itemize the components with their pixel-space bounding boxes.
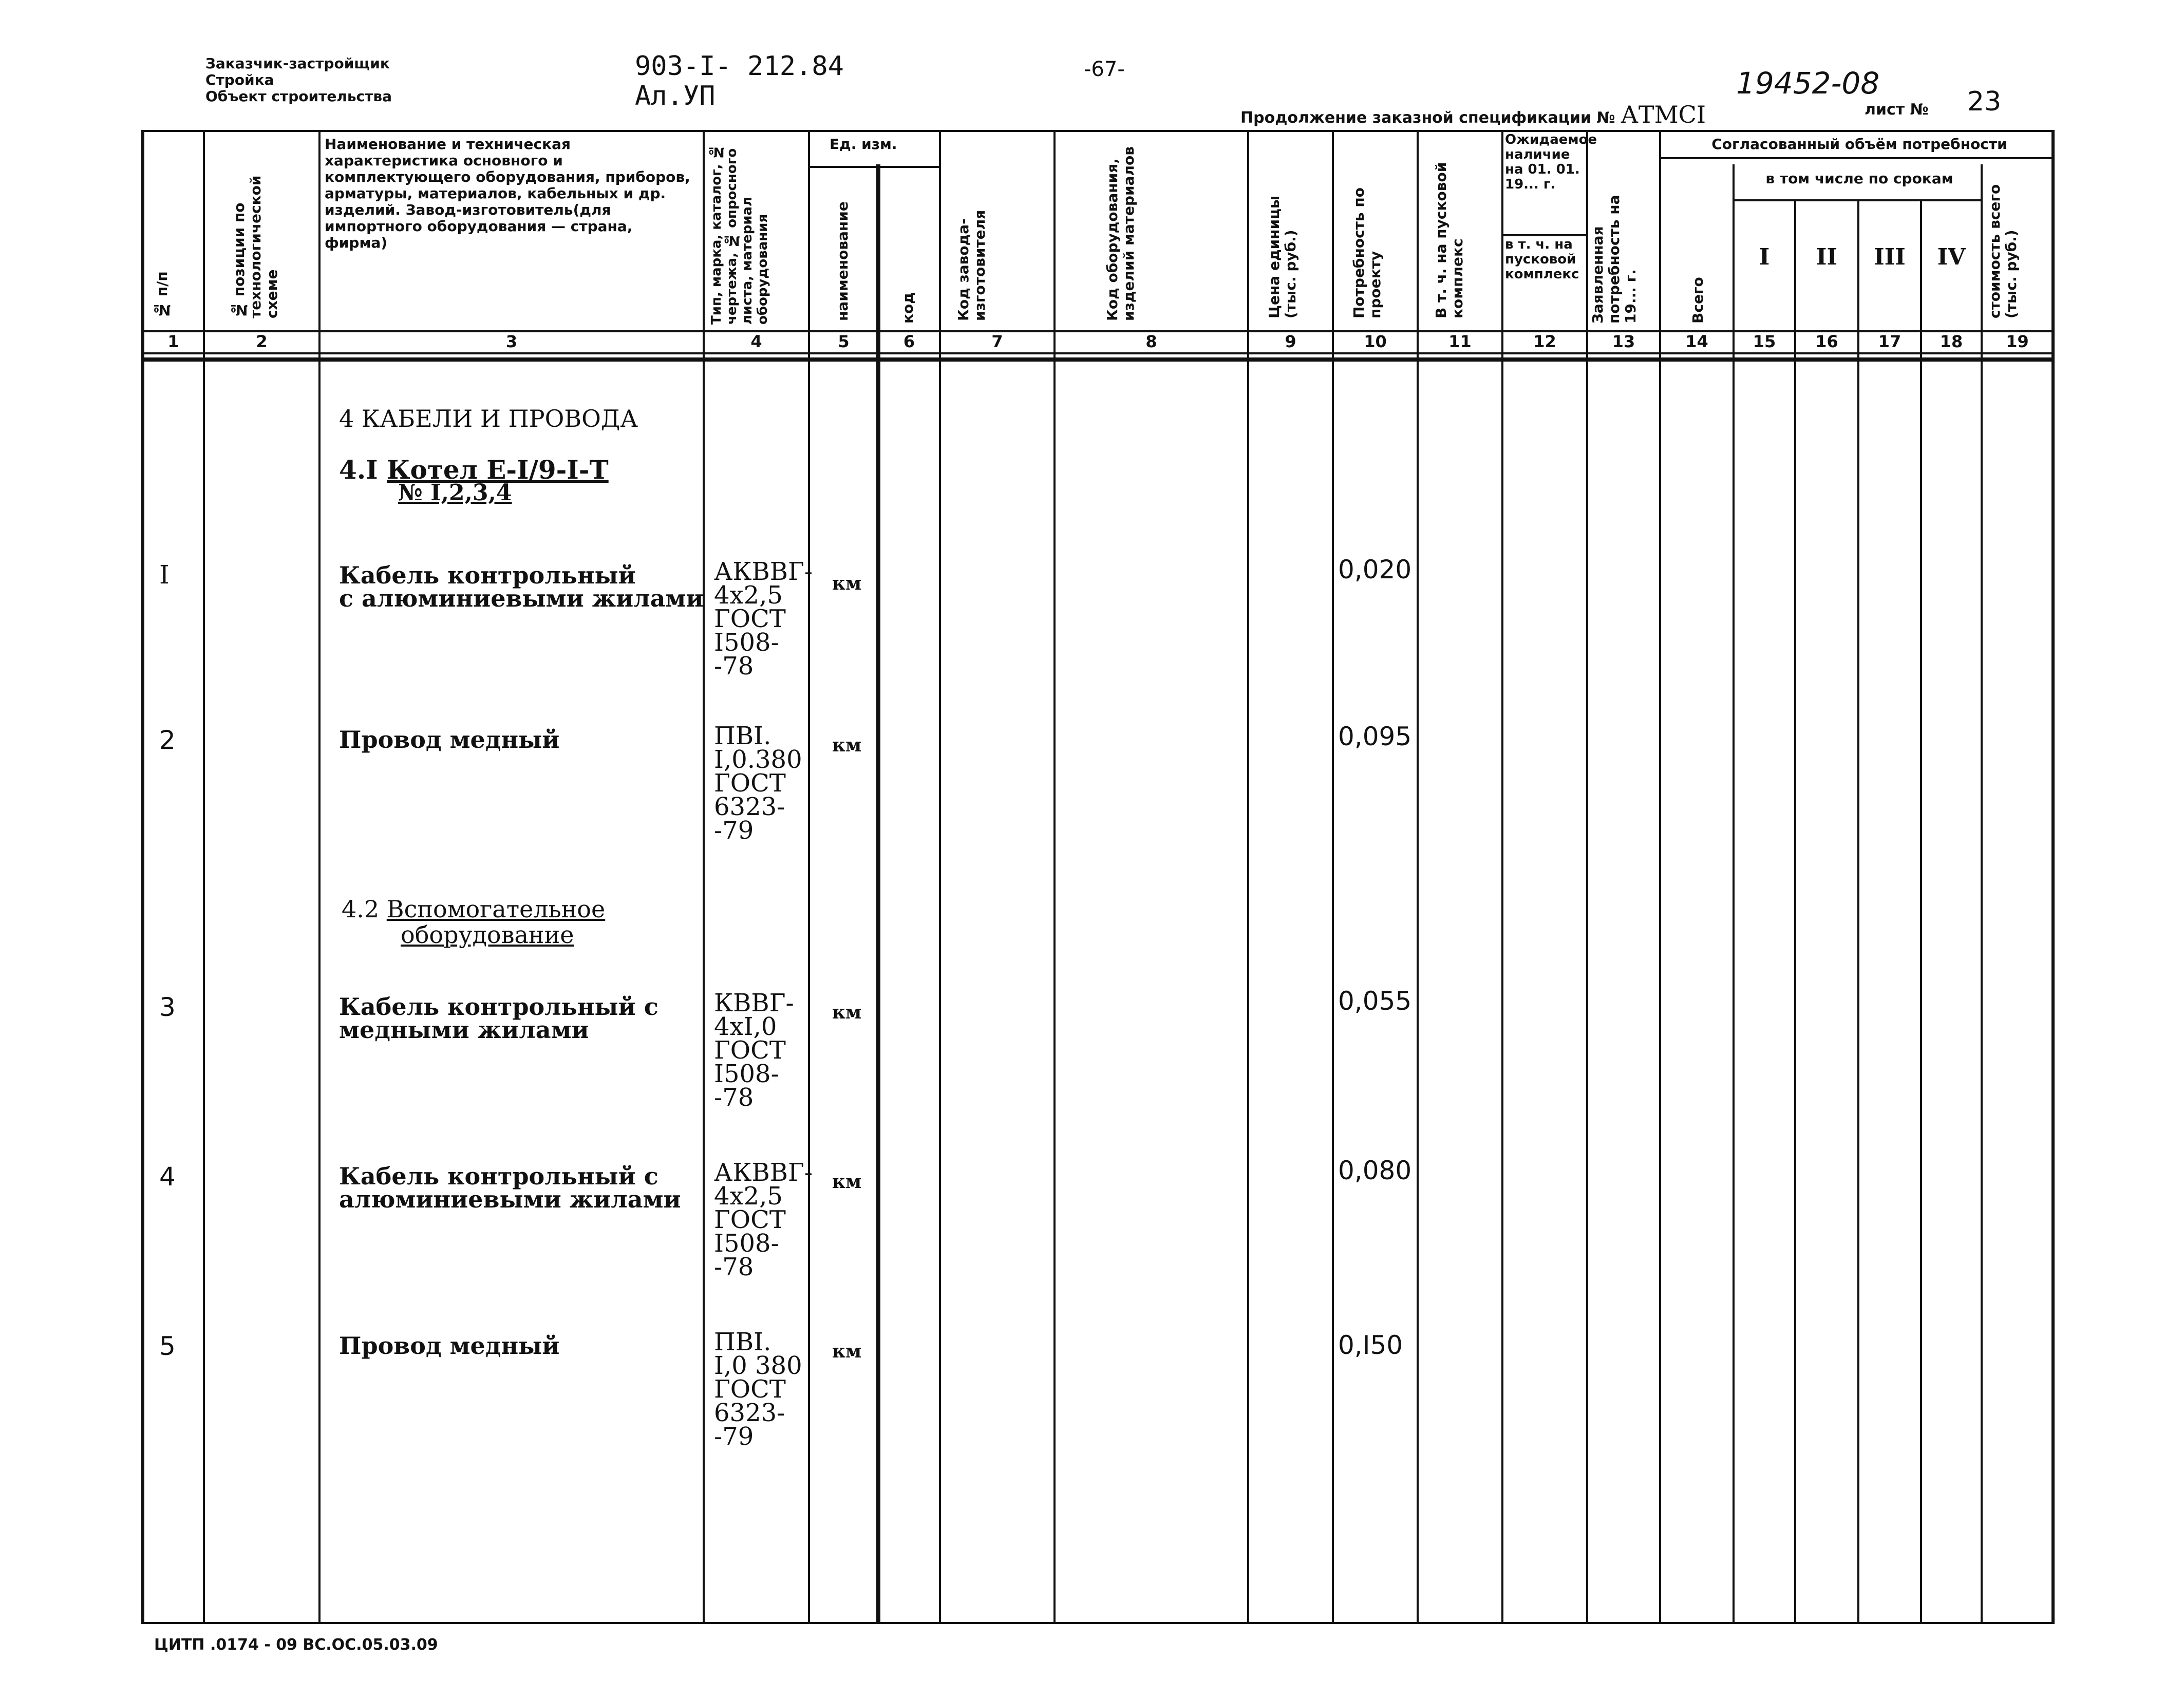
col9-header: Цена единицы (тыс. руб.): [1266, 195, 1299, 318]
colnum-8: 8: [1145, 332, 1157, 351]
col2-header: № позиции по технологической схеме: [231, 175, 280, 318]
row-5-type: [714, 1328, 802, 1451]
row-5-type-line: ПВI.: [714, 1328, 771, 1356]
spec-code: АТМСI: [1621, 101, 1706, 128]
section-4-1-number: 4.I: [339, 455, 378, 485]
row-3-unit: км: [832, 1002, 862, 1023]
row-4-type: [714, 1158, 813, 1281]
colnum-10: 10: [1364, 332, 1387, 351]
col10-header: Потребность по проекту: [1350, 187, 1384, 318]
col5-header: наименование: [834, 201, 851, 321]
colnum-7: 7: [991, 332, 1003, 351]
row-2-quantity: 0,095: [1338, 722, 1412, 751]
col14-header: Всего: [1689, 277, 1706, 324]
footer-code: ЦИТП .0174 - 09 ВС.ОС.05.03.09: [154, 1636, 438, 1654]
colnum-13: 13: [1612, 332, 1635, 351]
colnum-16: 16: [1815, 332, 1838, 351]
sheet-label: лист №: [1865, 101, 1929, 119]
row-5-type-line: I,0 380: [714, 1351, 802, 1380]
section-4-2-heading: [342, 896, 605, 922]
row-2-name-1: Провод медный: [339, 726, 560, 753]
row-4-type-line: АКВВГ-: [714, 1158, 813, 1187]
colnum-12: 12: [1533, 332, 1556, 351]
agreed-group-header: Согласованный объём потребности: [1711, 136, 2007, 153]
row-1-name-1: Кабель контрольный: [339, 561, 636, 589]
section-4-2-title-1: Вспомогательное: [386, 895, 606, 923]
col3-header: Наименование и техническая характеристика основного и комплектующего оборудования, приборов, арматуры, материалов, кабельных и др. изделий. Завод-изготовитель(для импортного оборудования — страна, фирма): [325, 136, 690, 251]
row-4-type-line: ГОСТ: [714, 1205, 786, 1234]
section-4-1-subtitle: № I,2,3,4: [398, 480, 512, 506]
col13-header: Заявленная потребность на 19... г.: [1589, 195, 1639, 324]
row-1-type-line: ГОСТ: [714, 605, 786, 633]
site-label: Стройка: [205, 71, 274, 88]
colnum-3: 3: [505, 332, 518, 351]
section-4-1-heading: [339, 457, 609, 483]
col17-header: III: [1874, 244, 1906, 270]
row-2-type-line: 6323-: [714, 793, 785, 821]
row-2-type-line: I,0.380: [714, 745, 802, 774]
row-2-number: 2: [159, 725, 176, 755]
row-4-name-2: алюминиевыми жилами: [339, 1185, 681, 1213]
section-4-1-title: Котел Е-I/9-I-Т: [387, 455, 609, 485]
row-5-type-line: -79: [714, 1422, 754, 1451]
col4-header: Тип, марка, каталог, № чертежа, № опросного листа, материал оборудования: [709, 144, 770, 325]
colnum-19: 19: [2006, 332, 2029, 351]
colnum-11: 11: [1448, 332, 1472, 351]
sheet-number: 23: [1967, 86, 2002, 117]
row-1-name-2: с алюминиевыми жилами: [339, 584, 704, 612]
colnum-5: 5: [838, 332, 850, 351]
row-4-type-line: -78: [714, 1253, 754, 1281]
row-2-unit: км: [832, 734, 862, 756]
album-code: Ал.УП: [635, 81, 716, 111]
col7-header: Код завода-изготовителя: [955, 210, 988, 321]
col12a-header: Ожидаемое наличие на 01. 01. 19... г.: [1505, 132, 1597, 192]
row-5-type-line: 6323-: [714, 1399, 785, 1427]
row-5-unit: км: [832, 1341, 862, 1362]
row-3-quantity: 0,055: [1338, 986, 1412, 1016]
row-2-type-line: ПВI.: [714, 722, 771, 750]
row-4-type-line: I508-: [714, 1229, 779, 1258]
row-3-number: 3: [159, 992, 176, 1022]
row-2-type-line: ГОСТ: [714, 769, 786, 798]
row-1-number: I: [159, 560, 170, 590]
col1-header: № п/п: [154, 271, 171, 318]
col19-header: стоимость всего (тыс. руб.): [1986, 184, 2020, 318]
row-3-type-line: 4хI,0: [714, 1012, 777, 1041]
row-4-number: 4: [159, 1162, 176, 1192]
row-5-type-line: ГОСТ: [714, 1375, 786, 1404]
row-5-number: 5: [159, 1331, 176, 1361]
row-4-name-1: Кабель контрольный с: [339, 1162, 658, 1190]
row-3-name-1: Кабель контрольный с: [339, 993, 658, 1021]
colnum-4: 4: [750, 332, 762, 351]
object-label: Объект строительства: [205, 88, 392, 105]
colnum-17: 17: [1878, 332, 1901, 351]
continuation-label: Продолжение заказной спецификации №: [1240, 109, 1615, 127]
colnum-9: 9: [1285, 332, 1296, 351]
colnum-1: 1: [167, 332, 179, 351]
row-3-type: [714, 989, 794, 1112]
col6-header: код: [899, 292, 916, 324]
col12b-header: в т. ч. на пусковой комплекс: [1505, 237, 1579, 282]
row-1-type-line: -78: [714, 652, 754, 681]
row-3-type-line: КВВГ-: [714, 989, 794, 1017]
section-4-title: 4 КАБЕЛИ И ПРОВОДА: [339, 405, 638, 432]
row-1-type: [714, 557, 813, 681]
section-4-2-title-2: оборудование: [401, 921, 574, 949]
section-4-2-number: 4.2: [342, 895, 380, 923]
page-number: -67-: [1084, 58, 1125, 81]
unit-group-header: Ед. изм.: [830, 136, 897, 153]
col15-header: I: [1759, 244, 1770, 270]
row-1-type-line: I508-: [714, 628, 779, 657]
colnum-15: 15: [1753, 332, 1776, 351]
col8-header: Код оборудования, изделий материалов: [1104, 146, 1137, 321]
registration-number: 19452-08: [1736, 66, 1880, 101]
row-3-type-line: -78: [714, 1083, 754, 1112]
colnum-6: 6: [903, 332, 915, 351]
colnum-2: 2: [256, 332, 268, 351]
row-2-type: [714, 722, 802, 845]
row-3-type-line: ГОСТ: [714, 1036, 786, 1065]
row-4-quantity: 0,080: [1338, 1156, 1412, 1185]
row-3-name-2: медными жилами: [339, 1016, 589, 1044]
row-4-type-line: 4х2,5: [714, 1182, 783, 1211]
terms-group-header: в том числе по срокам: [1765, 170, 1953, 187]
row-1-type-line: АКВВГ-: [714, 557, 813, 586]
row-1-quantity: 0,020: [1338, 555, 1412, 584]
row-1-type-line: 4х2,5: [714, 581, 783, 610]
colnum-18: 18: [1940, 332, 1963, 351]
project-code: 903-I- 212.84: [635, 51, 844, 82]
row-1-unit: км: [832, 573, 862, 594]
customer-label: Заказчик-застройщик: [205, 55, 390, 72]
row-2-type-line: -79: [714, 816, 754, 845]
row-4-unit: км: [832, 1171, 862, 1193]
col11-header: В т. ч. на пусковой комплекс: [1433, 162, 1466, 318]
col16-header: II: [1816, 244, 1838, 270]
colnum-14: 14: [1685, 332, 1708, 351]
row-5-name-1: Провод медный: [339, 1332, 560, 1360]
col18-header: IV: [1937, 244, 1966, 270]
row-3-type-line: I508-: [714, 1060, 779, 1088]
row-5-quantity: 0,I50: [1338, 1330, 1403, 1360]
